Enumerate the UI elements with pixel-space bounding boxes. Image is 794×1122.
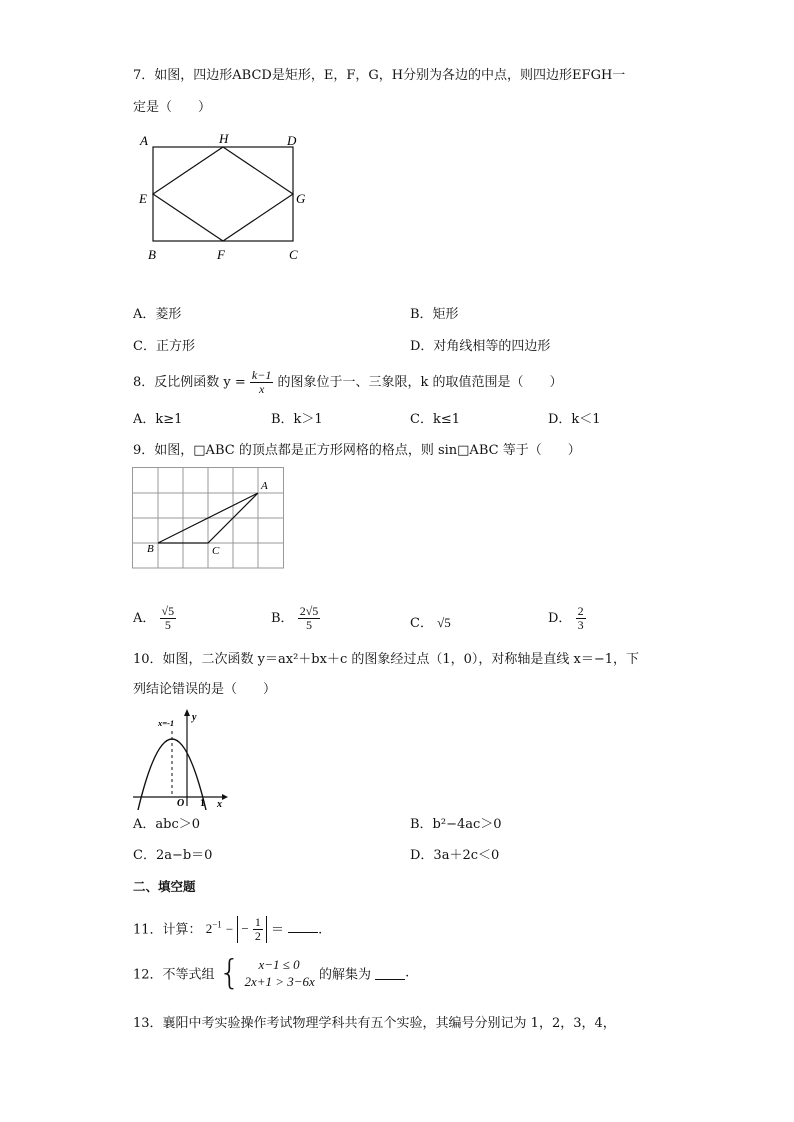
- q9-option-a[interactable]: [133, 605, 176, 632]
- y-label: y: [192, 712, 197, 723]
- q11-answer-blank[interactable]: [288, 920, 318, 933]
- q7-stem-line2: 定是（ ）: [133, 100, 212, 115]
- q7-option-d[interactable]: D．对角线相等的四边形: [410, 339, 551, 354]
- label-a: A: [261, 480, 268, 492]
- q12-prefix: 12．不等式组: [133, 967, 215, 983]
- q8-option-d[interactable]: D．k＜1: [548, 412, 601, 427]
- rect-abcd: [153, 147, 293, 241]
- q11-den: 2: [254, 929, 261, 944]
- label-e: E: [139, 191, 147, 206]
- label-a: A: [140, 133, 148, 148]
- label-f: F: [217, 247, 225, 262]
- q9-option-b-num: 2√5: [299, 604, 319, 618]
- q11-stem: [133, 912, 322, 943]
- q10-stem-line1: 10．如图，二次函数 y＝ax²＋bx＋c 的图象经过点（1，0），对称轴是直线 x＝−1，下: [133, 652, 640, 667]
- label-d: D: [287, 133, 297, 148]
- q12-inequalities: [244, 956, 314, 990]
- label-g: G: [296, 191, 306, 206]
- q11-equals: ＝: [271, 922, 285, 938]
- q9-option-c-value: √5: [437, 615, 451, 630]
- q12-system: [218, 953, 315, 993]
- y-axis-arrow: [184, 709, 190, 716]
- q9-option-c-letter: C．: [410, 616, 433, 631]
- q11-minus: −: [225, 921, 234, 937]
- q8-stem: [133, 369, 563, 396]
- q13-stem: 13．襄阳中考实验操作考试物理学科共有五个实验，其编号分别记为 1，2，3，4，: [133, 1016, 616, 1031]
- q11-fraction: [253, 916, 263, 943]
- q12-inequality-2: 2x+1 > 3−6x: [244, 974, 315, 989]
- q12-brace: {: [218, 953, 241, 993]
- q9-option-d-den: 3: [577, 618, 584, 632]
- q7-option-b[interactable]: B．矩形: [410, 307, 459, 322]
- q9-option-d[interactable]: [548, 605, 586, 632]
- q9-option-b-fraction: [298, 605, 321, 632]
- q8-option-a[interactable]: A．k≥1: [133, 412, 183, 427]
- q10-option-c[interactable]: C．2a−b＝0: [133, 848, 213, 863]
- x-axis-arrow: [222, 794, 228, 800]
- q8-option-c[interactable]: C．k≤1: [410, 412, 460, 427]
- label-c: C: [289, 247, 298, 262]
- label-c: C: [212, 545, 220, 557]
- q7-rectangle-figure: [130, 128, 310, 266]
- label-b: B: [148, 247, 156, 262]
- q11-prefix: 11．计算：: [133, 922, 202, 938]
- label-b: B: [147, 543, 154, 555]
- q9-option-a-letter: A．: [133, 611, 156, 626]
- symmetry-label: x=-1: [158, 718, 175, 728]
- q9-option-c[interactable]: [410, 612, 451, 631]
- q12-stem: [133, 953, 410, 993]
- q11-base: 2: [205, 921, 213, 937]
- q11-inner-minus: −: [241, 921, 249, 937]
- q12-suffix: 的解集为: [318, 967, 371, 983]
- q10-option-a[interactable]: A．abc＞0: [133, 817, 201, 832]
- q9-grid-figure: [132, 467, 292, 571]
- x-label: x: [217, 799, 222, 810]
- quad-efgh: [153, 147, 293, 241]
- q9-option-a-num: √5: [161, 604, 175, 618]
- q7-option-c[interactable]: C．正方形: [133, 339, 195, 354]
- q10-parabola-figure: [130, 708, 230, 810]
- q9-option-b-letter: B．: [271, 611, 294, 626]
- q9-option-a-den: 5: [164, 618, 171, 632]
- q9-option-b-den: 5: [306, 618, 312, 632]
- q9-option-d-num: 2: [577, 604, 584, 618]
- q12-end: .: [405, 965, 410, 981]
- q8-option-b[interactable]: B．k＞1: [271, 412, 323, 427]
- q12-answer-blank[interactable]: [375, 967, 405, 980]
- q10-option-d[interactable]: D．3a＋2c＜0: [410, 848, 500, 863]
- section-heading: 二、填空题: [133, 879, 196, 894]
- q8-fraction-den: x: [258, 382, 265, 396]
- q11-exponent: −1: [212, 920, 222, 930]
- q8-fraction: [250, 369, 273, 396]
- label-h: H: [219, 131, 229, 146]
- q11-end: .: [318, 922, 323, 938]
- q11-power: [206, 921, 222, 936]
- q8-prefix: 8．反比例函数 y =: [133, 375, 246, 390]
- q9-option-d-fraction: [576, 605, 586, 632]
- q7-stem-line1: 7．如图，四边形ABCD是矩形，E，F，G，H分别为各边的中点，则四边形EFGH一: [133, 68, 626, 83]
- q9-option-a-fraction: [160, 605, 177, 632]
- origin-label: O: [177, 798, 185, 809]
- q12-inequality-1: x−1 ≤ 0: [258, 957, 300, 972]
- q11-absolute-value: [237, 916, 266, 943]
- q8-fraction-num: k−1: [251, 368, 272, 382]
- q9-stem: 9．如图，□ABC 的顶点都是正方形网格的格点，则 sin□ABC 等于（ ）: [133, 443, 581, 458]
- q10-option-b[interactable]: B．b²−4ac＞0: [410, 817, 502, 832]
- q8-suffix: 的图象位于一、三象限，k 的取值范围是（ ）: [277, 375, 563, 390]
- q10-stem-line2: 列结论错误的是（ ）: [133, 682, 277, 697]
- one-label: 1: [200, 798, 205, 809]
- q9-option-d-letter: D．: [548, 611, 572, 626]
- q7-option-a[interactable]: A．菱形: [133, 307, 182, 322]
- q9-option-b[interactable]: [271, 605, 320, 632]
- q11-num: 1: [254, 915, 261, 930]
